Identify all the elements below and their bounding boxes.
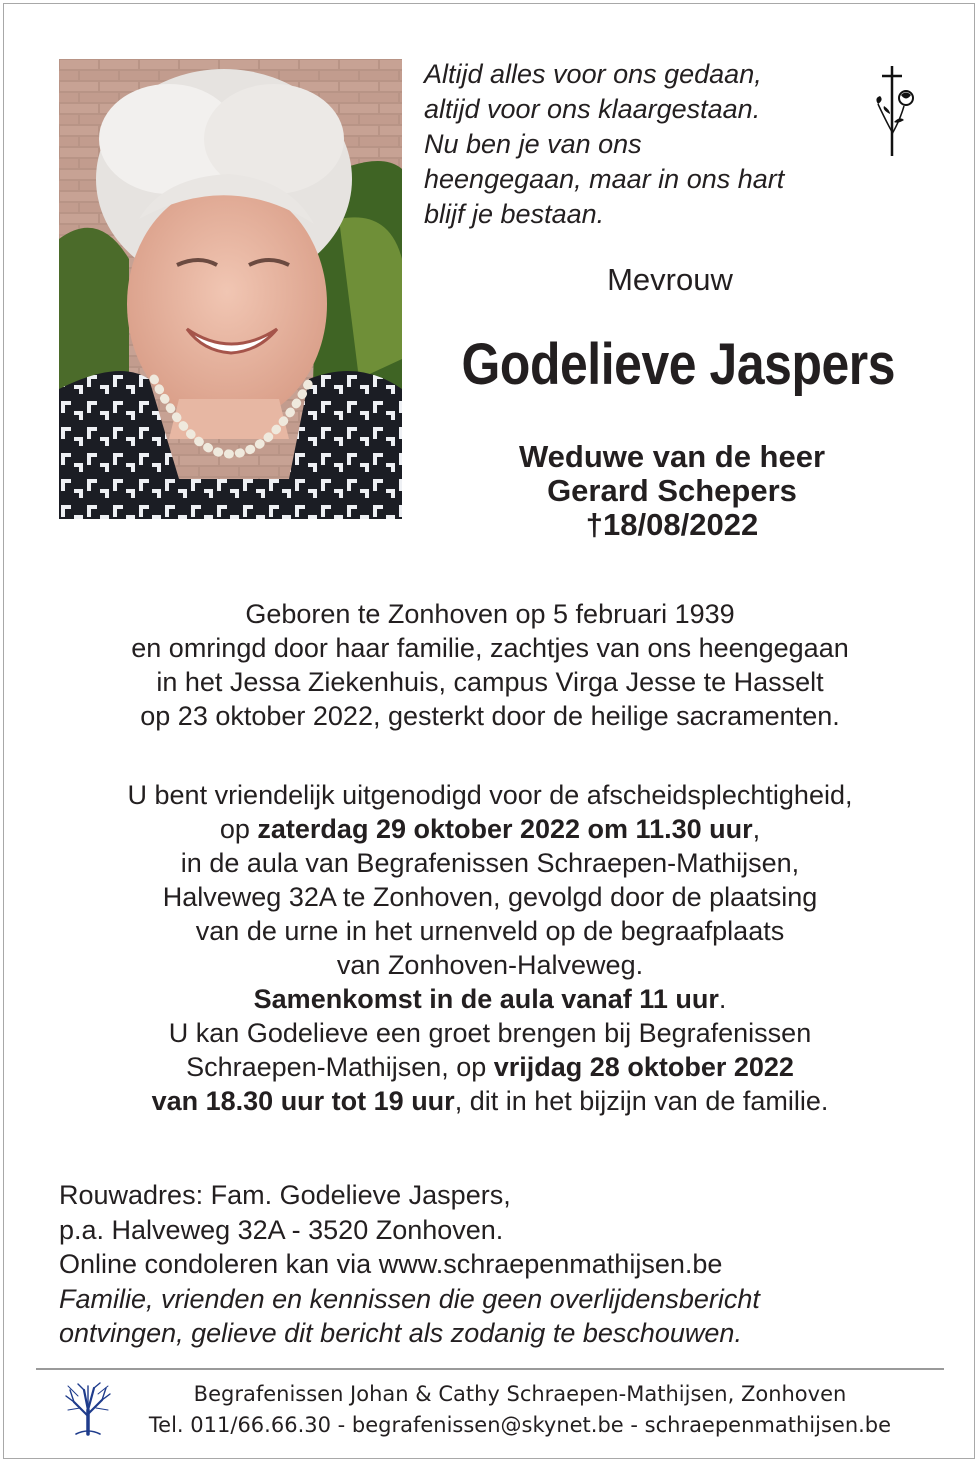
poem-line: Nu ben je van ons	[424, 129, 642, 159]
portrait-photo	[59, 59, 402, 519]
text-line: Halveweg 32A te Zonhoven, gevolgd door de plaatsing	[162, 882, 818, 912]
spouse-death-date: †18/08/2022	[585, 507, 759, 542]
text-line: Familie, vrienden en kennissen die geen overlijdensbericht	[59, 1283, 760, 1314]
birth-text	[40, 597, 940, 733]
text-line: Schraepen-Mathijsen, op vrijdag 28 oktober 2022	[186, 1052, 794, 1082]
funeral-home-name: Begrafenissen Johan & Cathy Schraepen-Mathijsen, Zonhoven	[193, 1382, 847, 1406]
poem-line: altijd voor ons klaargestaan.	[424, 94, 761, 124]
widow-block	[420, 440, 924, 542]
mourning-address	[59, 1178, 939, 1351]
text-line: p.a. Halveweg 32A - 3520 Zonhoven.	[59, 1214, 504, 1245]
poem	[424, 57, 864, 232]
deceased-name: Godelieve Jaspers	[461, 332, 896, 397]
text-line: U bent vriendelijk uitgenodigd voor de afscheidsplechtigheid,	[127, 780, 853, 810]
text-line: en omringd door haar familie, zachtjes van ons heengegaan	[131, 633, 849, 663]
text-line: van 18.30 uur tot 19 uur, dit in het bijzijn van de familie.	[151, 1086, 829, 1116]
divider	[36, 1368, 944, 1370]
gathering-time: Samenkomst in de aula vanaf 11 uur	[253, 984, 719, 1014]
visitation-time: van 18.30 uur tot 19 uur	[151, 1086, 455, 1116]
text-line: van Zonhoven-Halveweg.	[336, 950, 644, 980]
text-line: ontvingen, gelieve dit bericht als zodanig te beschouwen.	[59, 1318, 742, 1348]
widow-line: Weduwe van de heer	[518, 439, 826, 474]
text-line: Samenkomst in de aula vanaf 11 uur.	[253, 984, 727, 1014]
text-line: van de urne in het urnenveld op de begraafplaats	[195, 916, 785, 946]
ceremony-date: zaterdag 29 oktober 2022 om 11.30 uur	[257, 814, 753, 844]
poem-line: heengegaan, maar in ons hart	[424, 164, 785, 194]
ceremony-invitation	[40, 778, 940, 1118]
visitation-date: vrijdag 28 oktober 2022	[493, 1052, 794, 1082]
text-line: U kan Godelieve een groet brengen bij Begrafenissen	[168, 1018, 812, 1048]
funeral-home-footer	[100, 1379, 940, 1441]
condolence-website: Online condoleren kan via www.schraepenmathijsen.be	[59, 1249, 723, 1279]
text-line: in de aula van Begrafenissen Schraepen-Mathijsen,	[180, 848, 800, 878]
cross-with-rose-icon	[870, 62, 922, 160]
salutation: Mevrouw	[607, 262, 733, 297]
funeral-home-contact: Tel. 011/66.66.30 - begrafenissen@skynet.be - schraepenmathijsen.be	[148, 1413, 892, 1437]
poem-line: blijf je bestaan.	[424, 199, 605, 229]
text-line: in het Jessa Ziekenhuis, campus Virga Jesse te Hasselt	[156, 667, 824, 697]
spouse-name: Gerard Schepers	[547, 473, 797, 508]
text-line: op zaterdag 29 oktober 2022 om 11.30 uur,	[219, 814, 761, 844]
text-line: op 23 oktober 2022, gesterkt door de heilige sacramenten.	[140, 701, 840, 731]
text-line: Geboren te Zonhoven op 5 februari 1939	[245, 599, 735, 629]
poem-line: Altijd alles voor ons gedaan,	[424, 59, 762, 89]
text-line: Rouwadres: Fam. Godelieve Jaspers,	[59, 1180, 511, 1210]
